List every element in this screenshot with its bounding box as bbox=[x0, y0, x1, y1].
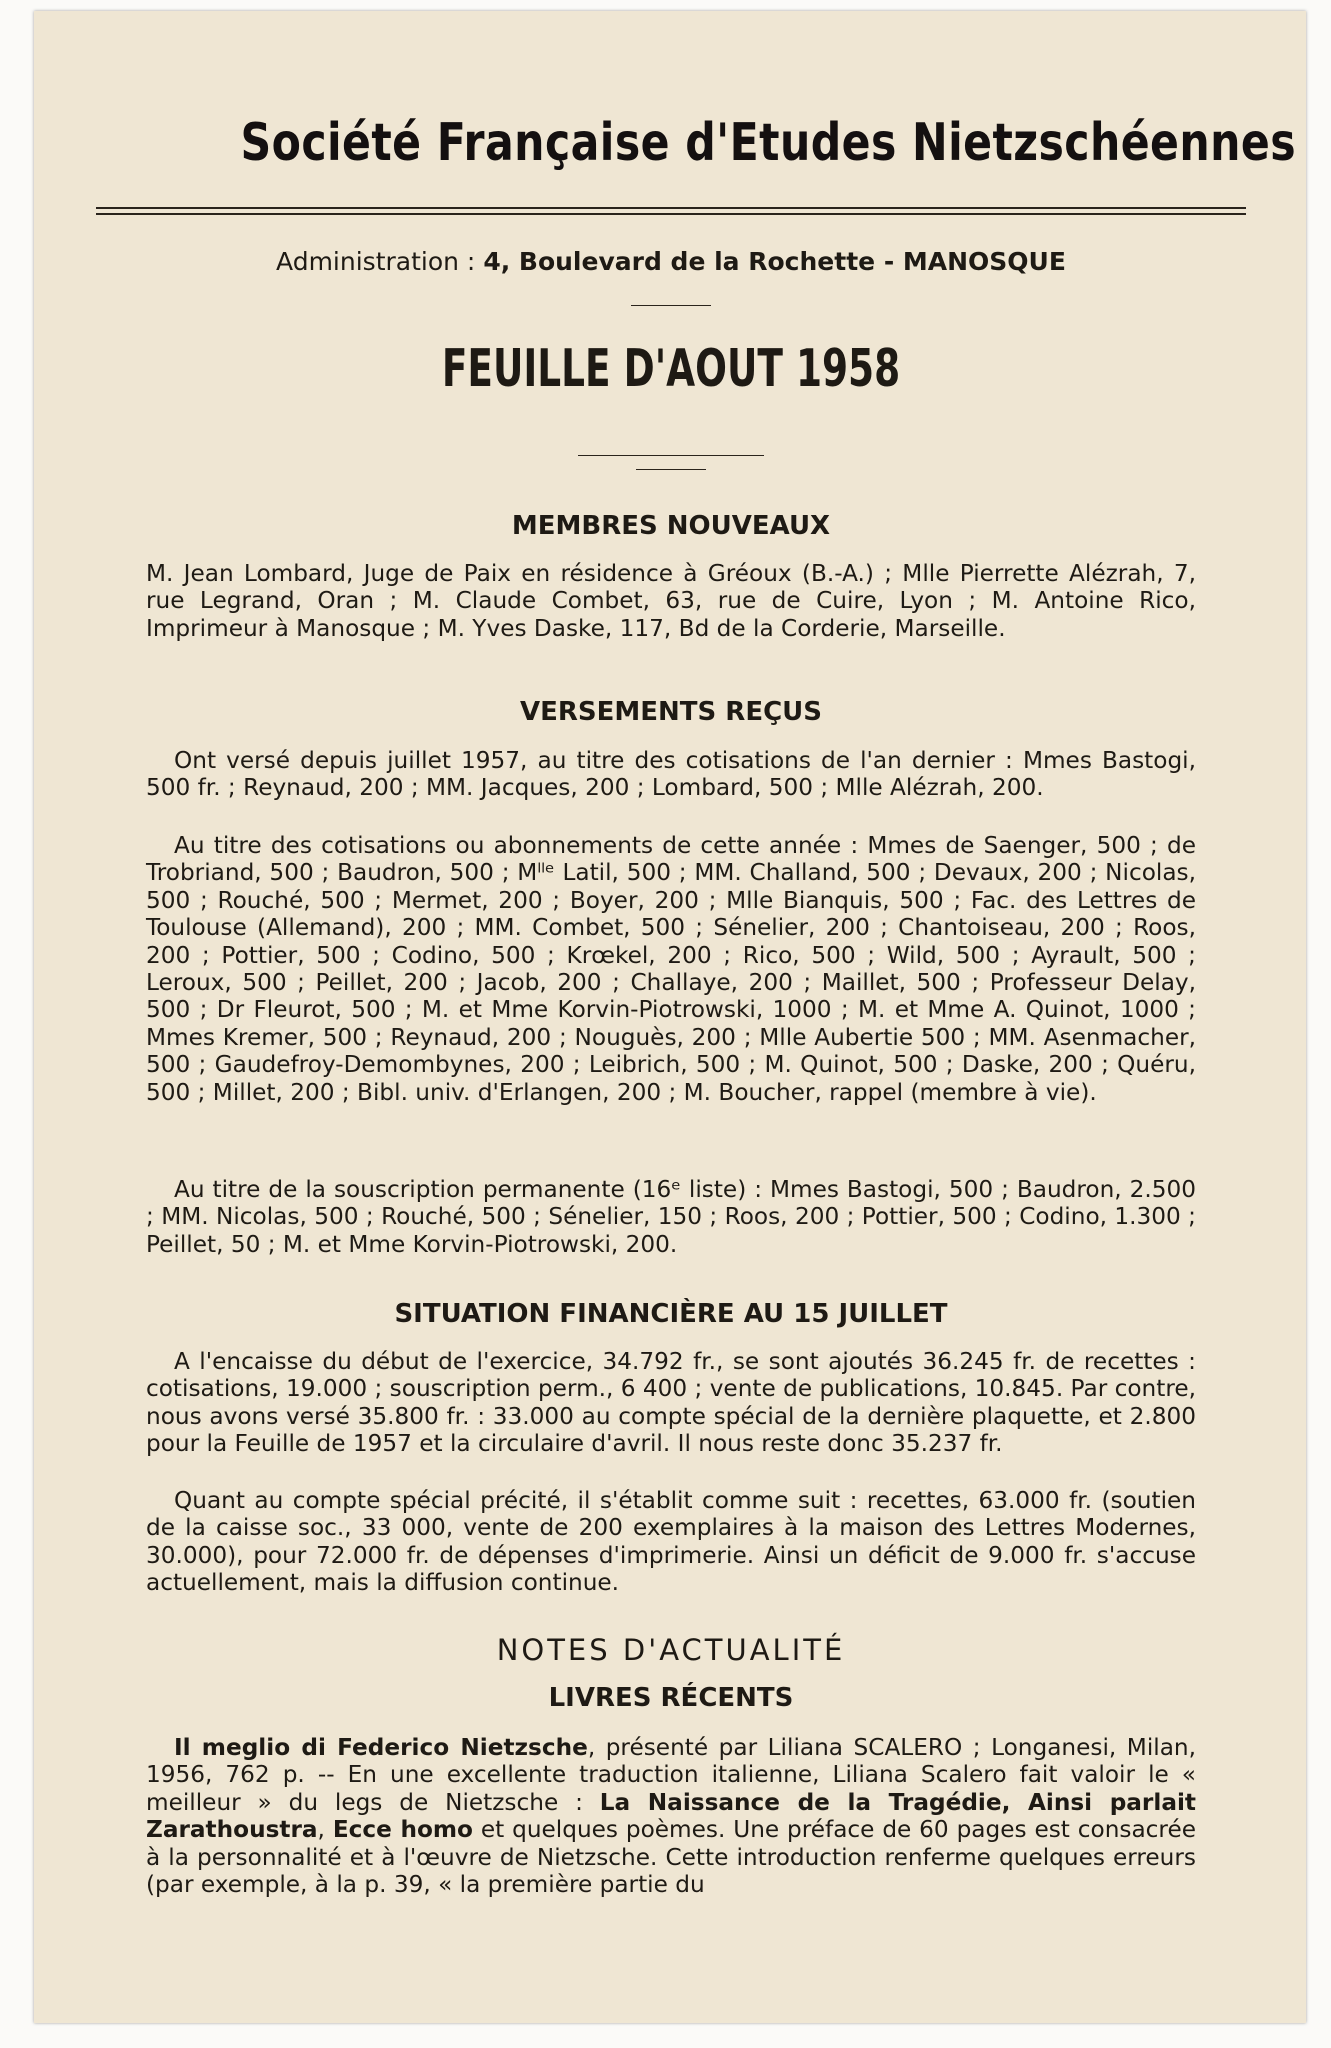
work-title-ecce-homo: Ecce homo bbox=[332, 1816, 473, 1844]
title-double-rule bbox=[96, 207, 1246, 219]
review-text-b: , bbox=[317, 1816, 333, 1844]
subheading-livres: LIVRES RÉCENTS bbox=[548, 1683, 794, 1713]
book-review-paragraph bbox=[146, 1734, 1196, 1898]
section-heading-notes: NOTES D'ACTUALITÉ bbox=[496, 1633, 846, 1667]
divider-rule bbox=[631, 305, 711, 306]
admin-label: Administration : bbox=[276, 247, 476, 276]
divider-rule bbox=[636, 469, 706, 470]
issue-title: FEUILLE D'AOUT 1958 bbox=[441, 339, 901, 399]
section-heading-situation: SITUATION FINANCIÈRE AU 15 JUILLET bbox=[394, 1299, 948, 1329]
book-title: Il meglio di Federico Nietzsche bbox=[174, 1734, 588, 1761]
administration-line bbox=[146, 247, 1196, 276]
situation-paragraph-1: A l'encaisse du début de l'exercice, 34.792 fr., se sont ajoutés 36.245 fr. de recettes : cotisations, 19.000 ; souscription perm., 6 400 ; vente de publications, 10.845. Par contre, nous avons versé 35.800 fr. : 33.000 au compte spécial de la dernière plaquette, et 2.800 pour la Feuille de 1957 et la circulaire d'avril. Il nous reste donc 35.237 fr. bbox=[146, 1348, 1196, 1458]
society-title: Société Française d'Etudes Nietzschéennes bbox=[240, 113, 1297, 173]
review-text-a: , présenté par Liliana SCALERO ; Longanesi, Milan, 1956, 762 p. -- En une excellente traduction italienne, Liliana Scalero fait valoir le « meilleur » du legs de Nietzsche : bbox=[146, 1734, 1196, 1816]
versements-paragraph-3: Au titre de la souscription permanente (16ᵉ liste) : Mmes Bastogi, 500 ; Baudron, 2.500 ; MM. Nicolas, 500 ; Rouché, 500 ; Sénelier, 150 ; Roos, 200 ; Pottier, 500 ; Codino, 1.300 ; Peillet, 50 ; M. et Mme Korvin-Piotrowski, 200. bbox=[146, 1176, 1196, 1258]
versements-paragraph-2: Au titre des cotisations ou abonnements de cette année : Mmes de Saenger, 500 ; de Trobriand, 500 ; Baudron, 500 ; Mˡˡᵉ Latil, 500 ; MM. Challand, 500 ; Devaux, 200 ; Nicolas, 500 ; Rouché, 500 ; Mermet, 200 ; Boyer, 200 ; Mlle Bianquis, 500 ; Fac. des Lettres de Toulouse (Allemand), 200 ; MM. Combet, 500 ; Sénelier, 200 ; Chantoiseau, 200 ; Roos, 200 ; Pottier, 500 ; Codino, 500 ; Krœkel, 200 ; Rico, 500 ; Wild, 500 ; Ayrault, 500 ; Leroux, 500 ; Peillet, 200 ; Jacob, 200 ; Challaye, 200 ; Maillet, 500 ; Professeur Delay, 500 ; Dr Fleurot, 500 ; M. et Mme Korvin-Piotrowski, 1000 ; M. et Mme A. Quinot, 1000 ; Mmes Kremer, 500 ; Reynaud, 200 ; Nouguès, 200 ; Mlle Aubertie 500 ; MM. Asenmacher, 500 ; Gaudefroy-Demombynes, 200 ; Leibrich, 500 ; M. Quinot, 500 ; Daske, 200 ; Quéru, 500 ; Millet, 200 ; Bibl. univ. d'Erlangen, 200 ; M. Boucher, rappel (membre à vie). bbox=[146, 832, 1196, 1106]
work-titles: La Naissance de la Tragédie, Ainsi parlait Zarathoustra bbox=[146, 1788, 1196, 1844]
review-text-c: et quelques poèmes. Une préface de 60 pages est consacrée à la personnalité et à l'œuvre de Nietzsche. Cette introduction renferme quelques erreurs (par exemple, à la p. 39, « la première partie du bbox=[146, 1816, 1196, 1899]
document-page bbox=[34, 11, 1306, 2023]
situation-paragraph-2: Quant au compte spécial précité, il s'établit comme suit : recettes, 63.000 fr. (soutien de la caisse soc., 33 000, vente de 200 exemplaires à la maison des Lettres Modernes, 30.000), pour 72.000 fr. de dépenses d'imprimerie. Ainsi un déficit de 9.000 fr. s'accuse actuellement, mais la diffusion continue. bbox=[146, 1487, 1196, 1597]
membres-text: M. Jean Lombard, Juge de Paix en résidence à Gréoux (B.-A.) ; Mlle Pierrette Alézrah, 7, rue Legrand, Oran ; M. Claude Combet, 63, rue de Cuire, Lyon ; M. Antoine Rico, Imprimeur à Manosque ; M. Yves Daske, 117, Bd de la Corderie, Marseille. bbox=[146, 560, 1196, 642]
versements-paragraph-1: Ont versé depuis juillet 1957, au titre des cotisations de l'an dernier : Mmes Bastogi, 500 fr. ; Reynaud, 200 ; MM. Jacques, 200 ; Lombard, 500 ; Mlle Alézrah, 200. bbox=[146, 747, 1196, 802]
admin-address: 4, Boulevard de la Rochette - MANOSQUE bbox=[483, 247, 1066, 276]
section-heading-membres: MEMBRES NOUVEAUX bbox=[511, 511, 831, 541]
section-heading-versements: VERSEMENTS REÇUS bbox=[520, 697, 822, 727]
divider-rule bbox=[578, 455, 764, 456]
